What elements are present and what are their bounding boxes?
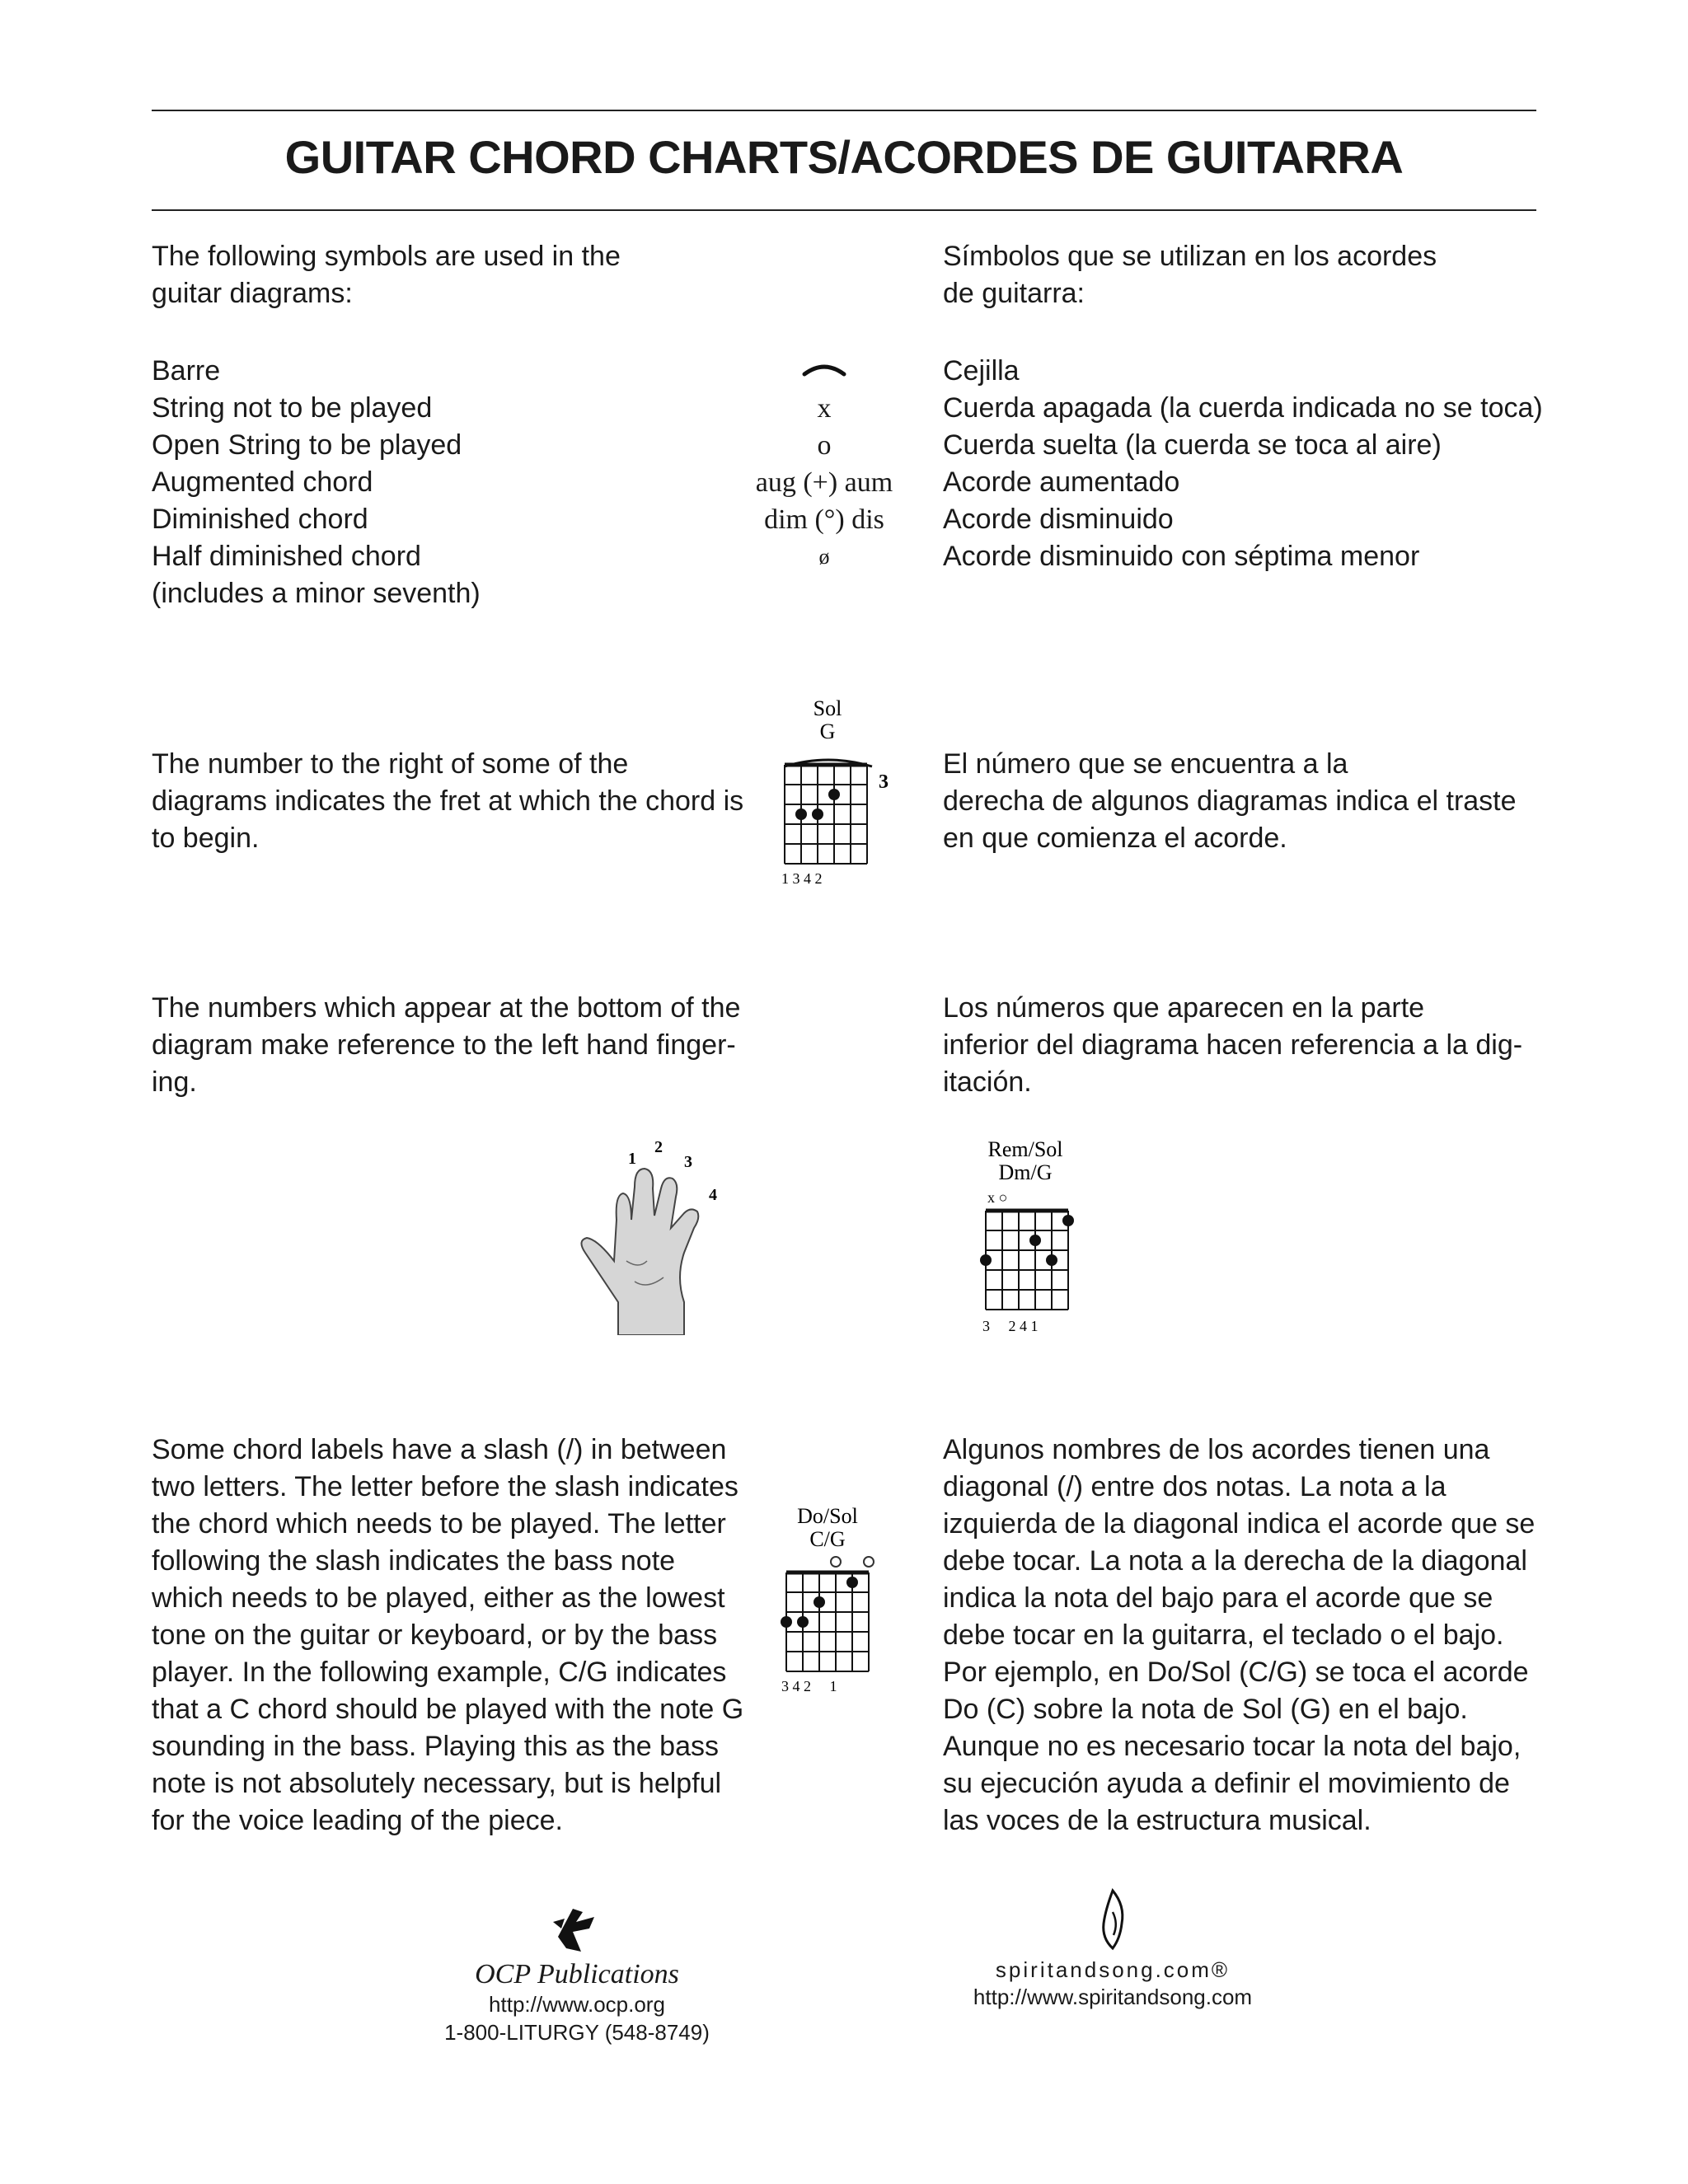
slash-en-line: tone on the guitar or keyboard, or by the bass: [152, 1619, 718, 1651]
fingering-es-line: Los números que aparecen en la parte: [943, 992, 1425, 1024]
ocp-footer: [420, 1904, 734, 2046]
fingering-numbers: 3 4 2 1: [781, 1678, 837, 1694]
chord-name-en: G: [819, 719, 836, 743]
fingering-en-line: The numbers which appear at the bottom of the: [152, 992, 741, 1024]
slash-en-line: note is not absolutely necessary, but is helpful: [152, 1768, 722, 1799]
slash-en-line: following the slash indicates the bass note: [152, 1545, 676, 1577]
fret-en-line: The number to the right of some of the: [152, 748, 629, 780]
symbol-es: Cejilla: [943, 355, 1020, 387]
symbol-es: Cuerda apagada (la cuerda indicada no se toca): [943, 392, 1543, 424]
left-hand-illustration: [569, 1137, 734, 1339]
slash-en-line: for the voice leading of the piece.: [152, 1805, 563, 1836]
fingering-es-line: inferior del diagrama hacen referencia a la dig-: [943, 1029, 1523, 1061]
slash-es-line: Aunque no es necesario tocar la nota del bajo,: [943, 1731, 1522, 1762]
sas-footer: [940, 1887, 1286, 2011]
chord-diagram-g: [767, 692, 907, 894]
slash-es-line: izquierda de la diagonal indica el acorde que se: [943, 1508, 1536, 1540]
ocp-phone: 1-800-LITURGY (548-8749): [444, 2020, 710, 2045]
symbol-en: Barre: [152, 355, 221, 387]
chord-diagram-dm-g: [973, 1133, 1104, 1339]
symbol-es: Acorde disminuido: [943, 504, 1174, 535]
slash-en-line: sounding in the bass. Playing this as the bass: [152, 1731, 719, 1762]
fingering-en-line: ing.: [152, 1066, 197, 1098]
symbol-glyph: dim (°) dis: [764, 504, 884, 535]
symbols-intro-en: [152, 238, 621, 312]
sas-url[interactable]: http://www.spiritandsong.com: [973, 1985, 1253, 2009]
barre-arc-icon: [799, 353, 849, 390]
slash-en-line: that a C chord should be played with the note G: [152, 1694, 744, 1725]
fingering-text-en: [152, 990, 740, 1101]
finger-number: 2: [654, 1138, 663, 1156]
slash-es-line: las voces de la estructura musical.: [943, 1805, 1372, 1836]
finger-dot: [980, 1254, 992, 1266]
hand-icon: [569, 1137, 734, 1335]
open-string-icon: [831, 1557, 841, 1567]
symbol-en: Diminished chord: [152, 504, 368, 535]
barre-symbol: [725, 353, 923, 390]
finger-number: 4: [709, 1186, 717, 1204]
symbol-glyph: ø: [818, 545, 830, 569]
slash-es-line: su ejecución ayuda a definir el movimiento de: [943, 1768, 1510, 1799]
finger-number: 3: [684, 1153, 692, 1171]
slash-es-line: Algunos nombres de los acordes tienen una: [943, 1434, 1490, 1465]
symbol-en: Augmented chord: [152, 466, 373, 498]
slash-en-line: the chord which needs to be played. The letter: [152, 1508, 726, 1540]
symbol-glyph: aug (+) aum: [755, 467, 893, 498]
intro-en-line: The following symbols are used in the: [152, 241, 621, 272]
fret-text-es: [943, 746, 1517, 857]
finger-dot: [812, 808, 823, 820]
slash-es-line: Do (C) sobre la nota de Sol (G) en el bajo.: [943, 1694, 1468, 1725]
fingering-es-line: itación.: [943, 1066, 1032, 1098]
intro-es-line: de guitarra:: [943, 278, 1085, 309]
fingering-text-es: [943, 990, 1522, 1101]
spiritandsong-logo: spiritandsong.com®: [995, 1957, 1231, 1982]
fret-es-line: en que comienza el acorde.: [943, 823, 1287, 854]
fingering-numbers: 1 3 4 2: [781, 870, 823, 887]
ocp-logo-icon: [548, 1904, 606, 1955]
slash-en-line: player. In the following example, C/G indicates: [152, 1657, 727, 1688]
finger-number: 1: [628, 1150, 636, 1168]
finger-dot: [795, 808, 807, 820]
chord-name-es: Sol: [813, 696, 842, 720]
symbol-en: String not to be played: [152, 392, 433, 424]
symbols-list-es: [943, 353, 1543, 575]
chord-diagram-c-g: [767, 1500, 898, 1710]
fret-number: 3: [879, 771, 889, 793]
chord-name-es: Rem/Sol: [987, 1137, 1063, 1161]
slash-text-en: [152, 1432, 743, 1840]
slash-en-line: Some chord labels have a slash (/) in between: [152, 1434, 727, 1465]
fret-es-line: derecha de algunos diagramas indica el traste: [943, 785, 1517, 817]
slash-es-line: diagonal (/) entre dos notas. La nota a la: [943, 1471, 1447, 1502]
slash-text-es: [943, 1432, 1535, 1840]
symbols-intro-es: [943, 238, 1437, 312]
finger-dot: [781, 1616, 792, 1628]
finger-dot: [814, 1596, 825, 1608]
string-marks: x ○: [987, 1189, 1008, 1206]
chord-name-en: Dm/G: [998, 1160, 1053, 1184]
fret-text-en: [152, 746, 743, 857]
ocp-url[interactable]: http://www.ocp.org: [489, 1992, 665, 2017]
slash-es-line: indica la nota del bajo para el acorde que se: [943, 1582, 1493, 1614]
finger-dot: [1046, 1254, 1057, 1266]
symbol-en: Half diminished chord: [152, 541, 421, 572]
fingering-en-line: diagram make reference to the left hand finger-: [152, 1029, 736, 1061]
slash-en-line: two letters. The letter before the slash indicates: [152, 1471, 738, 1502]
intro-en-line: guitar diagrams:: [152, 278, 353, 309]
symbol-es: Cuerda suelta (la cuerda se toca al aire): [943, 429, 1442, 461]
flame-logo-icon: [1092, 1887, 1133, 1953]
open-string-icon: [864, 1557, 874, 1567]
finger-dot: [1062, 1215, 1074, 1226]
finger-dot: [846, 1577, 858, 1588]
slash-es-line: debe tocar. La nota a la derecha de la diagonal: [943, 1545, 1527, 1577]
intro-es-line: Símbolos que se utilizan en los acordes: [943, 241, 1437, 272]
fret-en-line: diagrams indicates the fret at which the chord is: [152, 785, 744, 817]
chord-name-en: C/G: [809, 1527, 846, 1551]
chord-name-es: Do/Sol: [797, 1504, 858, 1528]
symbol-en: Open String to be played: [152, 429, 462, 461]
slash-es-line: debe tocar en la guitarra, el teclado o el bajo.: [943, 1619, 1504, 1651]
fret-en-line: to begin.: [152, 823, 260, 854]
finger-dot: [797, 1616, 809, 1628]
page-title: GUITAR CHORD CHARTS/ACORDES DE GUITARRA: [284, 131, 1404, 183]
ocp-name: OCP Publications: [475, 1959, 679, 1990]
fingering-numbers: 3 2 4 1: [982, 1318, 1039, 1334]
top-rule: [152, 110, 1536, 111]
finger-dot: [828, 789, 840, 800]
symbol-es: Acorde aumentado: [943, 466, 1180, 498]
finger-dot: [1029, 1235, 1041, 1246]
fret-es-line: El número que se encuentra a la: [943, 748, 1348, 780]
symbols-list-en: [152, 353, 481, 612]
title-bottom-rule: [152, 209, 1536, 211]
symbol-en: (includes a minor seventh): [152, 578, 481, 609]
symbol-glyph: o: [817, 430, 832, 461]
slash-es-line: Por ejemplo, en Do/Sol (C/G) se toca el acorde: [943, 1657, 1529, 1688]
slash-en-line: which needs to be played, either as the lowest: [152, 1582, 725, 1614]
symbols-list-glyphs: [725, 353, 923, 575]
symbol-glyph: x: [817, 393, 832, 424]
symbol-es: Acorde disminuido con séptima menor: [943, 541, 1420, 572]
